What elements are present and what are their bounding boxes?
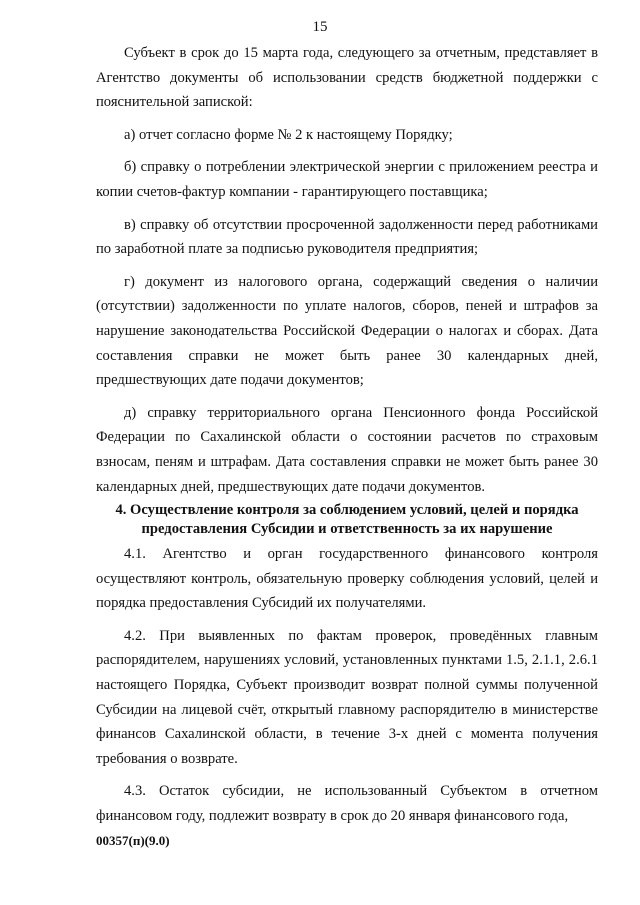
section-4-heading bbox=[96, 501, 598, 539]
section-4-heading-line-1: 4. Осуществление контроля за соблюдением условий, целей и порядка bbox=[115, 502, 579, 519]
list-item-b: б) справку о потреблении электрической энергии с приложением реестра и копии счетов-фактур компании - гарантирующего поставщика; bbox=[96, 159, 598, 200]
intro-paragraph: Субъект в срок до 15 марта года, следующего за отчетным, представляет в Агентство документы об использовании средств бюджетной поддержки с пояснительной запиской: bbox=[96, 45, 598, 111]
list-item-a: а) отчет согласно форме № 2 к настоящему Порядку; bbox=[124, 126, 453, 143]
list-item-v: в) справку об отсутствии просроченной задолженности перед работниками по заработной плате за подписью руководителя предприятия; bbox=[96, 216, 598, 258]
section-4-heading-line-2: предоставления Субсидии и ответственность за их нарушение bbox=[141, 521, 553, 538]
paragraph-4-1: 4.1. Агентство и орган государственного финансового контроля осуществляют контроль, обязательную проверку соблюдения условий, целей и порядка предоставления Субсидий их получателями. bbox=[96, 546, 598, 612]
document-body bbox=[96, 41, 598, 829]
paragraph-4-3: 4.3. Остаток субсидии, не использованный Субъектом в отчетном финансовом году, подлежит возврату в срок до 20 января финансового года, bbox=[96, 783, 598, 825]
footer-document-code: 00357(п)(9.0) bbox=[96, 833, 170, 848]
paragraph-4-2: 4.2. При выявленных по фактам проверок, проведённых главным распорядителем, нарушениях условий, установленных пунктами 1.5, 2.1.1, 2.6.1 настоящего Порядка, Субъект производит возврат полной суммы полученной Субсидии на лицевой счёт, открытый главному распорядителю в министерстве финансов Сахалинской области, в течение 3-х дней с момента получения требования о возврате. bbox=[96, 627, 598, 767]
list-item-g: г) документ из налогового органа, содержащий сведения о наличии (отсутствии) задолженности по уплате налогов, сборов, пеней и штрафов за нарушение законодательства Российской Федерации о налогах и сборах. Дата составления справки не может быть ранее 30 календарных дней, предшествующих дате подачи документов; bbox=[96, 273, 598, 389]
page-number: 15 bbox=[312, 19, 328, 35]
list-item-d: д) справку территориального органа Пенсионного фонда Российской Федерации по Сахалинской области о состоянии расчетов по страховым взносам, пеням и штрафам. Дата составления справки не может быть ранее 30 календарных дней, предшествующих дате подачи документов. bbox=[96, 404, 598, 495]
